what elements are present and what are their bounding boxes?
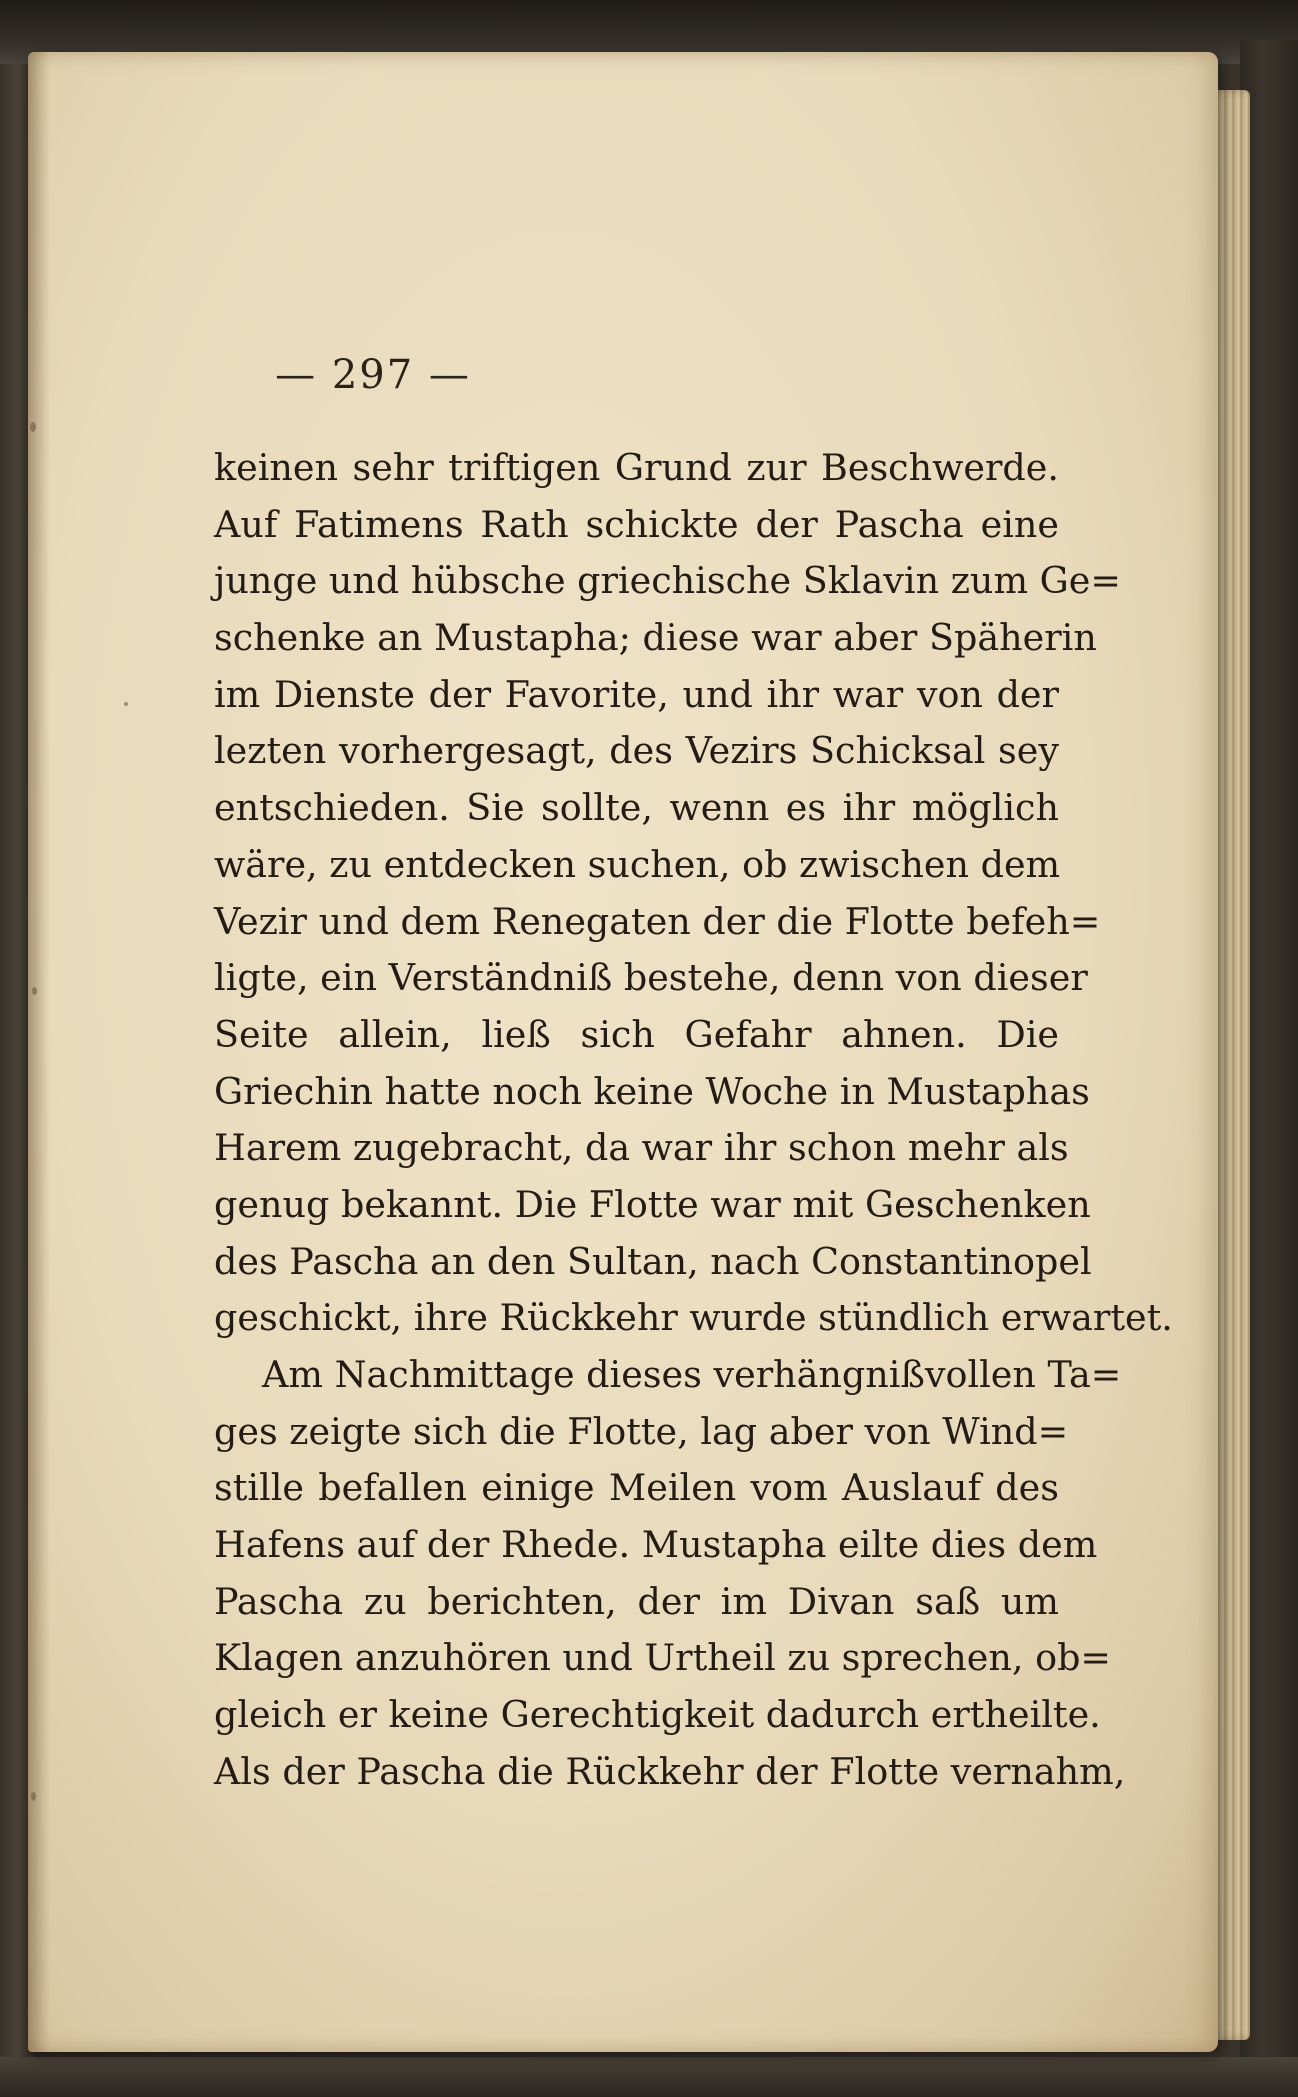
- text-line: entschieden. Sie sollte, wenn es ihr möglich: [214, 786, 1059, 830]
- text-line: Klagen anzuhören und Urtheil zu sprechen, ob=: [214, 1636, 1112, 1680]
- text-line: gleich er keine Gerechtigkeit dadurch ertheilte.: [214, 1693, 1101, 1737]
- text-line: Seite allein, ließ sich Gefahr ahnen. Die: [214, 1012, 1059, 1056]
- text-line: im Dienste der Favorite, und ihr war von der: [214, 672, 1059, 716]
- text-line: keinen sehr triftigen Grund zur Beschwerde.: [214, 446, 1059, 489]
- text-line: genug bekannt. Die Flotte war mit Geschenken: [214, 1182, 1091, 1226]
- text-line: Hafens auf der Rhede. Mustapha eilte dies dem: [214, 1523, 1098, 1567]
- text-line: Pascha zu berichten, der im Divan saß um: [214, 1579, 1059, 1623]
- text-line: ligte, ein Verständniß bestehe, denn von dieser: [214, 956, 1088, 1000]
- text-line: schenke an Mustapha; diese war aber Späherin: [214, 616, 1097, 660]
- text-line: Griechin hatte noch keine Woche in Mustaphas: [214, 1069, 1090, 1113]
- text-line: Als der Pascha die Rückkehr der Flotte vernahm,: [214, 1749, 1126, 1793]
- text-line: lezten vorhergesagt, des Vezirs Schicksal sey: [214, 729, 1059, 773]
- text-line: Harem zugebracht, da war ihr schon mehr als: [214, 1126, 1069, 1170]
- body-text: [214, 440, 1173, 1801]
- paper-speck: [30, 422, 36, 432]
- page-number: — 297 —: [275, 352, 471, 398]
- book-cover-bottom-edge: [0, 2057, 1298, 2097]
- text-line: Vezir und dem Renegaten der die Flotte befeh=: [214, 899, 1101, 943]
- text-line: des Pascha an den Sultan, nach Constantinopel: [214, 1239, 1092, 1283]
- paper-speck: [32, 987, 37, 995]
- text-line: junge und hübsche griechische Sklavin zum Ge=: [214, 559, 1121, 603]
- text-line: ges zeigte sich die Flotte, lag aber von Wind=: [214, 1409, 1069, 1453]
- text-line: geschickt, ihre Rückkehr wurde stündlich erwartet.: [214, 1296, 1173, 1340]
- book-page: [28, 52, 1218, 2052]
- text-line-paragraph-start: Am Nachmittage dieses verhängnißvollen Ta=: [262, 1353, 1122, 1396]
- text-line: stille befallen einige Meilen vom Auslauf des: [214, 1466, 1059, 1510]
- text-line: Auf Fatimens Rath schickte der Pascha eine: [214, 502, 1059, 546]
- paper-speck: [31, 1792, 36, 1801]
- paper-speck: [124, 702, 128, 706]
- text-line: wäre, zu entdecken suchen, ob zwischen dem: [214, 842, 1061, 886]
